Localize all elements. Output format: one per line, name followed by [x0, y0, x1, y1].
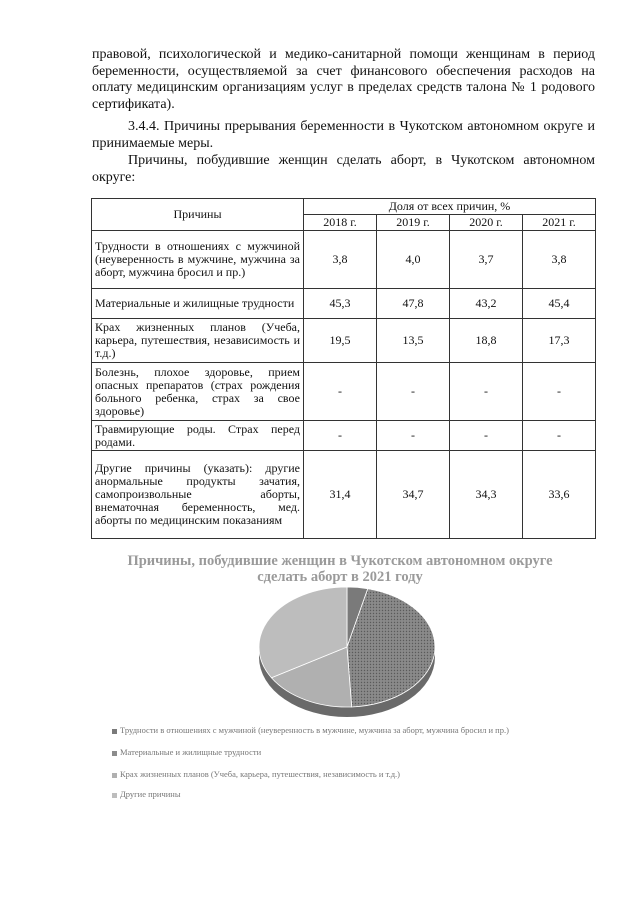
legend-swatch: [112, 729, 117, 734]
table-row: [92, 451, 596, 539]
legend-swatch: [112, 751, 117, 756]
value-cell: 18,8: [450, 319, 523, 363]
table-row: [92, 289, 596, 319]
header-year: 2018 г.: [304, 215, 377, 231]
table-row: [92, 421, 596, 451]
value-cell: 43,2: [450, 289, 523, 319]
legend-item: [112, 789, 181, 799]
value-cell: 34,3: [450, 451, 523, 539]
value-cell: 3,8: [304, 231, 377, 289]
paragraph-continuation: правовой, психологической и медико-санитарной помощи женщинам в период беременности, осуществляемой за счет финансового обеспечения расходов на оплату медицинским организациям услуг в пределах средств талона № 1 родового сертификата).: [92, 47, 595, 112]
value-cell: -: [450, 363, 523, 421]
legend-label: Другие причины: [120, 789, 181, 799]
value-cell: 45,4: [523, 289, 596, 319]
legend-label: Материальные и жилищные трудности: [120, 747, 262, 757]
chart-title: Причины, побудившие женщин в Чукотском автономном округе сделать аборт в 2021 году: [127, 553, 553, 585]
pie-chart: [252, 585, 442, 735]
value-cell: 47,8: [377, 289, 450, 319]
legend-label: Трудности в отношениях с мужчиной (неуверенность в мужчине, мужчина за аборт, мужчина бросил и пр.): [120, 725, 509, 735]
header-year: 2021 г.: [523, 215, 596, 231]
value-cell: 4,0: [377, 231, 450, 289]
value-cell: -: [523, 421, 596, 451]
reason-cell: Травмирующие роды. Страх перед родами.: [92, 421, 304, 451]
table-row: [92, 363, 596, 421]
value-cell: 17,3: [523, 319, 596, 363]
value-cell: 19,5: [304, 319, 377, 363]
table-row: [92, 319, 596, 363]
value-cell: -: [304, 421, 377, 451]
value-cell: -: [377, 363, 450, 421]
value-cell: 13,5: [377, 319, 450, 363]
legend-label: Крах жизненных планов (Учеба, карьера, путешествия, независимость и т.д.): [120, 769, 400, 779]
legend-item: [112, 769, 400, 779]
reason-cell: Другие причины (указать): другие анормальные продукты зачатия, самопроизвольные аборты, внематочная беременность, мед. аборты по медицинским показаниям: [92, 451, 304, 539]
header-reasons: Причины: [92, 199, 304, 231]
value-cell: 45,3: [304, 289, 377, 319]
legend-swatch: [112, 793, 117, 798]
value-cell: 34,7: [377, 451, 450, 539]
value-cell: -: [450, 421, 523, 451]
reason-cell: Материальные и жилищные трудности: [92, 289, 304, 319]
value-cell: 3,8: [523, 231, 596, 289]
header-year: 2019 г.: [377, 215, 450, 231]
table-row: [92, 231, 596, 289]
header-year: 2020 г.: [450, 215, 523, 231]
section-heading-3-4-4: 3.4.4. Причины прерывания беременности в Чукотском автономном округе и принимаемые меры.: [92, 119, 595, 151]
reason-cell: Трудности в отношениях с мужчиной (неуверенность в мужчине, мужчина за аборт, мужчина бросил и пр.): [92, 231, 304, 289]
reason-cell: Крах жизненных планов (Учеба, карьера, путешествия, независимость и т.д.): [92, 319, 304, 363]
value-cell: -: [304, 363, 377, 421]
reason-cell: Болезнь, плохое здоровье, прием опасных препаратов (страх рождения больного ребенка, страх за свое здоровье): [92, 363, 304, 421]
header-share: Доля от всех причин, %: [304, 199, 596, 215]
value-cell: 3,7: [450, 231, 523, 289]
table-intro: Причины, побудившие женщин сделать аборт, в Чукотском автономном округе:: [92, 153, 595, 185]
reasons-table: [91, 198, 596, 539]
legend-item: [112, 725, 509, 735]
value-cell: -: [377, 421, 450, 451]
value-cell: 33,6: [523, 451, 596, 539]
value-cell: 31,4: [304, 451, 377, 539]
value-cell: -: [523, 363, 596, 421]
legend-swatch: [112, 773, 117, 778]
legend-item: [112, 747, 261, 757]
